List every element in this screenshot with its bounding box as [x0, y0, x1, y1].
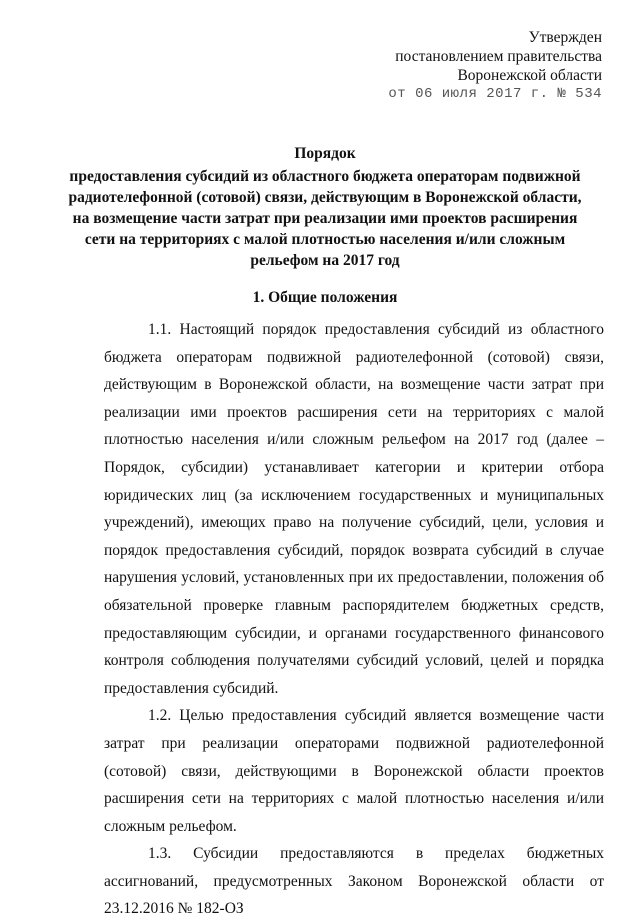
approval-stamp — [388, 28, 602, 104]
approval-line-region: Воронежской области — [457, 67, 602, 84]
paragraph-1-3: 1.3. Субсидии предоставляются в пределах бюджетных ассигнований, предусмотренных Законом Воронежской области от 23.12.2016 № 182-ОЗ — [104, 845, 604, 918]
document-title — [60, 143, 590, 271]
approval-line-approved: Утвержден — [528, 29, 602, 46]
approval-date: от 06 июля 2017 г. № 534 — [388, 86, 602, 102]
paragraph-1-2: 1.2. Целью предоставления субсидий является возмещение части затрат при реализации операторами подвижной радиотелефонной (сотовой) связи, действующими в Воронежской области проектов расширения сети на территориях с малой плотностью населения и/или сложным рельефом. — [104, 707, 604, 835]
section-body — [104, 316, 604, 923]
paragraph-1-1: 1.1. Настоящий порядок предоставления субсидий из областного бюджета операторам подвижной радиотелефонной (сотовой) связи, действующим в Воронежской области, на возмещение части затрат при реализации ими проектов расширения сети на территориях с малой плотностью населения и/или сложным рельефом на 2017 год (далее – Порядок, субсидии) устанавливает категории и критерии отбора юридических лиц (за исключением государственных и муниципальных учреждений), имеющих право на получение субсидий, цели, условия и порядок предоставления субсидий, порядок возврата субсидий в случае нарушения условий, установленных при их предоставлении, положения об обязательной проверке главным распорядителем бюджетных средств, предоставляющим субсидии, и органами государственного финансового контроля соблюдения получателями субсидий условий, целей и порядка предоставления субсидий. — [104, 321, 604, 697]
approval-line-resolution: постановлением правительства — [395, 48, 602, 65]
title-subtitle: предоставления субсидий из областного бюджета операторам подвижной радиотелефонной (сотовой) связи, действующим в Воронежской области, на возмещение части затрат при реализации ими проектов расширения сети на территориях с малой плотностью населения и/или сложным рельефом на 2017 год — [68, 168, 582, 269]
section-heading: 1. Общие положения — [252, 289, 398, 306]
title-main: Порядок — [294, 145, 356, 162]
